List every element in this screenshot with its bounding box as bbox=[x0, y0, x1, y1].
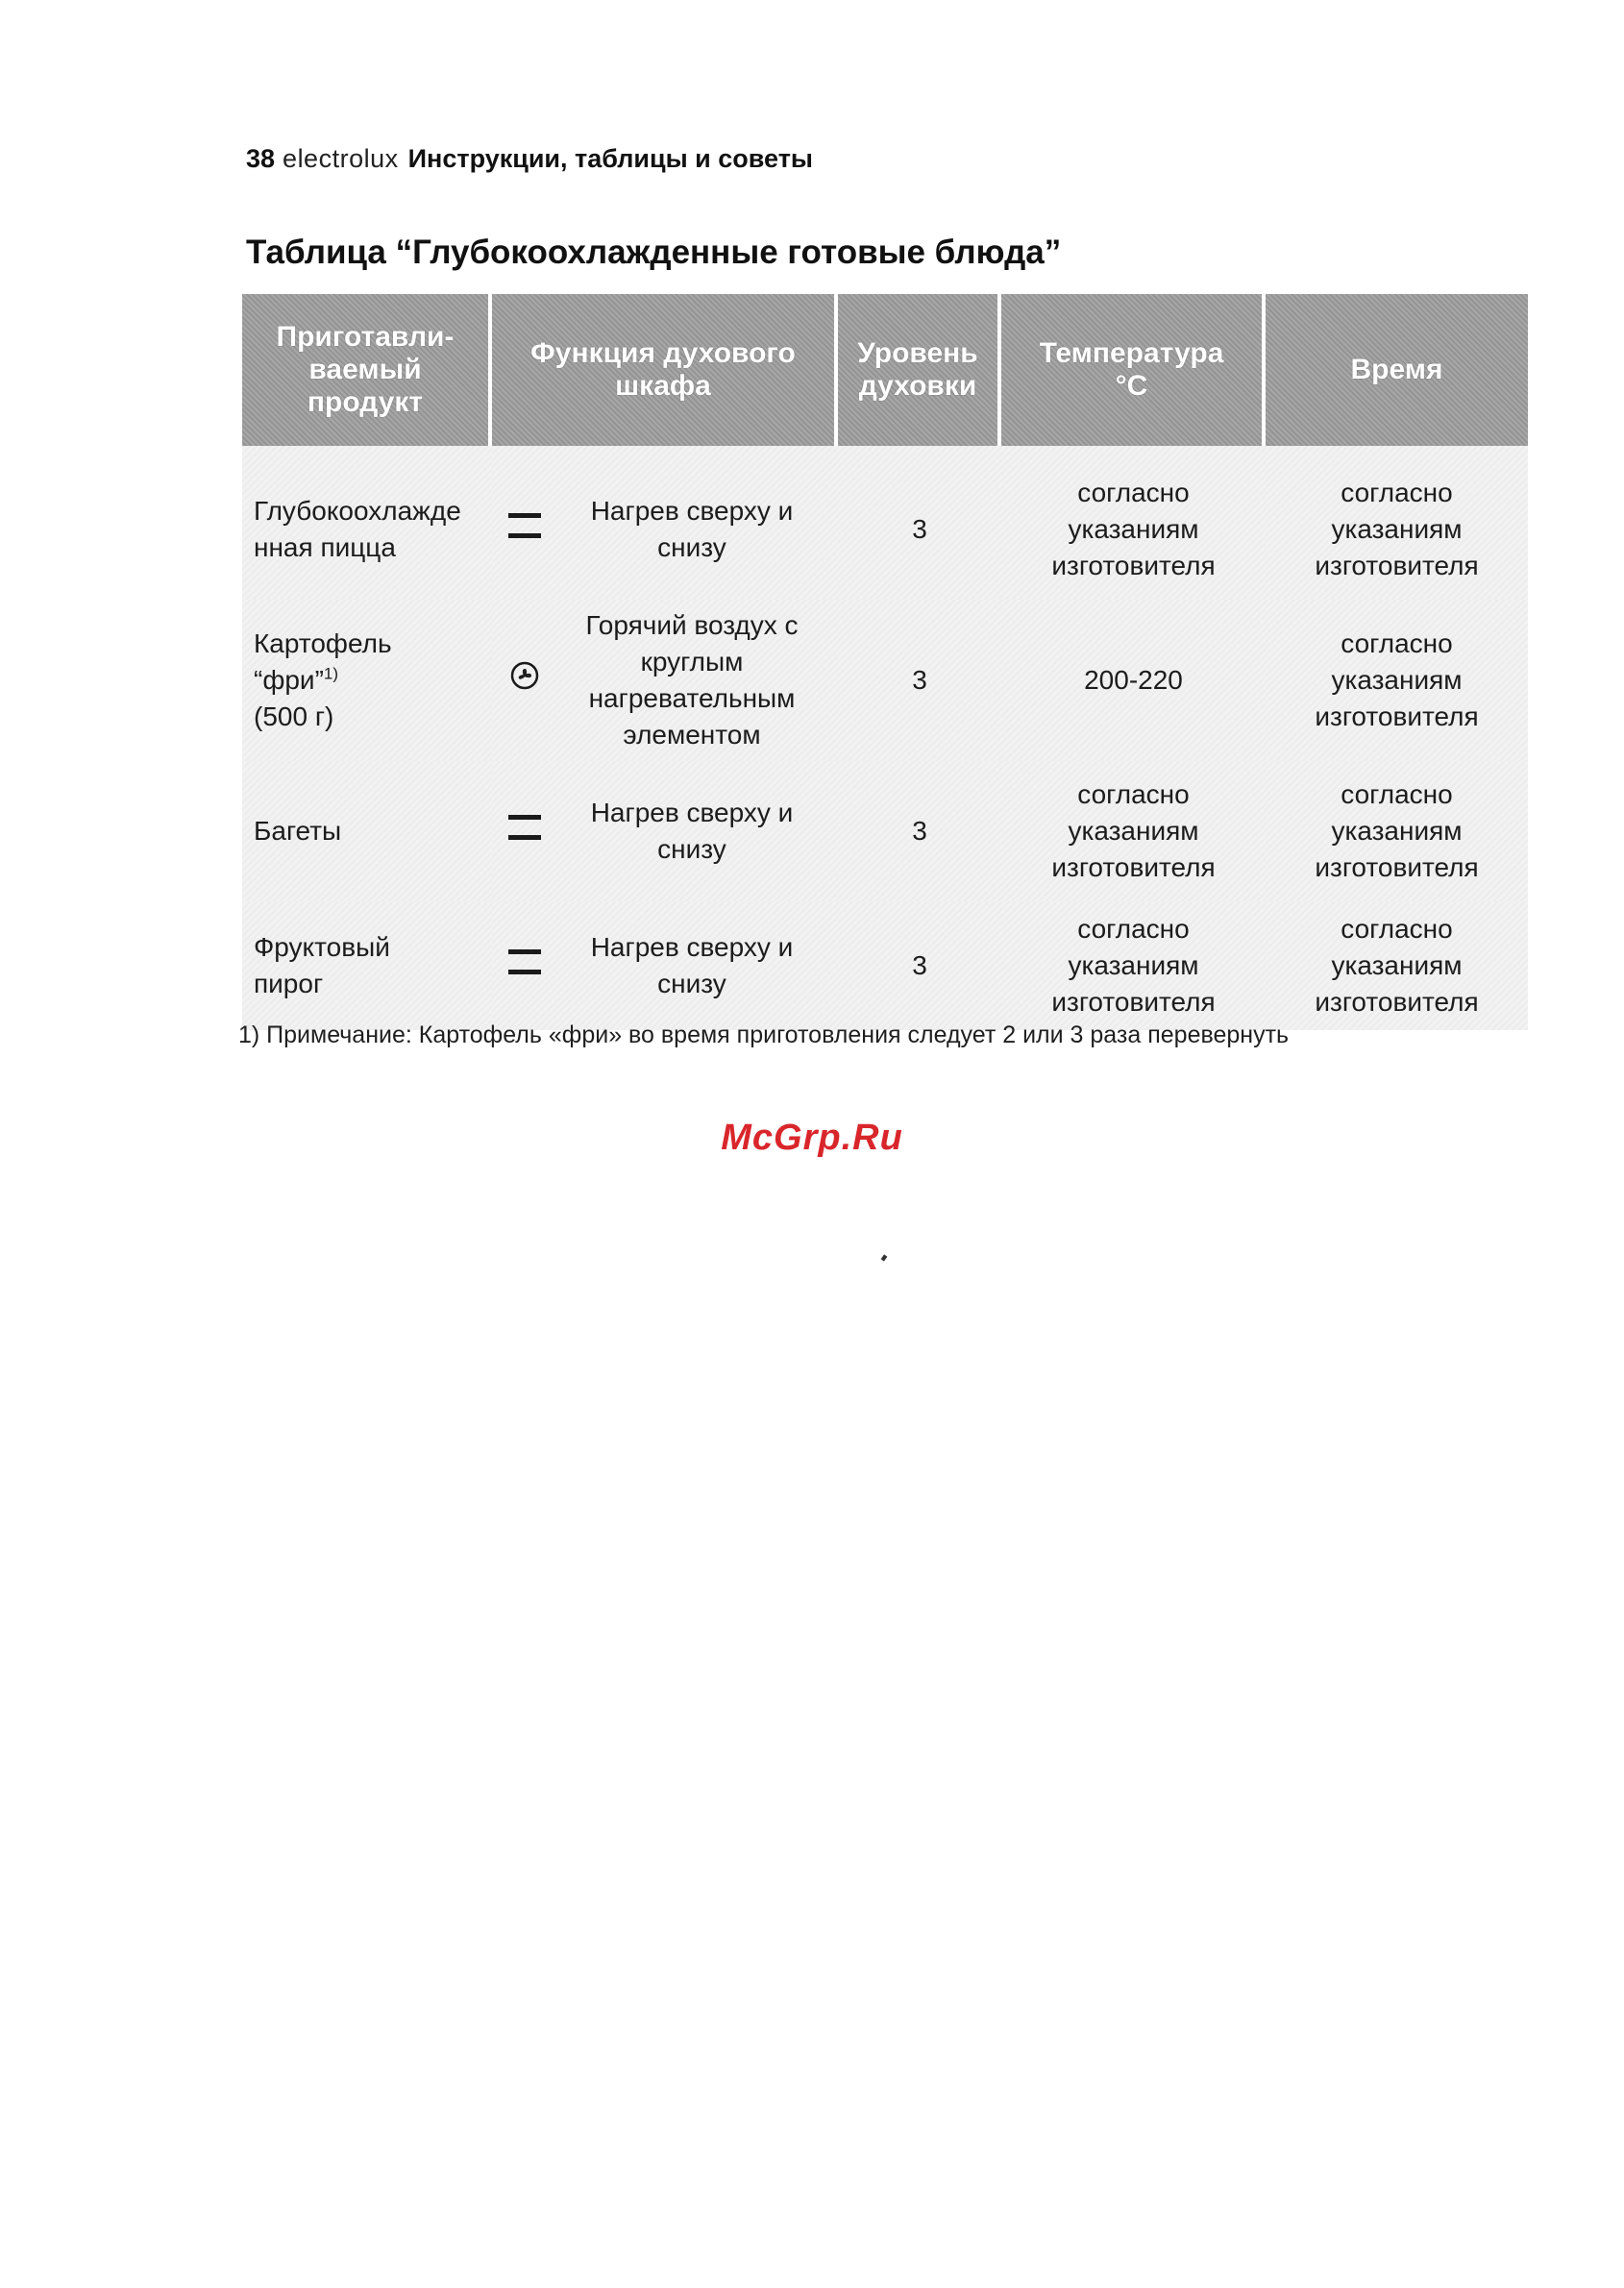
product-cell: Глубокоохлажде нная пицца bbox=[242, 446, 492, 600]
function-label: Нагрев сверху и снизу bbox=[590, 798, 794, 864]
table-title: Таблица “Глубокоохлажденные готовые блюда” bbox=[246, 234, 1062, 271]
brand-name: electrolux bbox=[283, 144, 399, 173]
temperature-cell: согласно указаниям изготовителя bbox=[1001, 446, 1266, 600]
fan-ring-heat-icon bbox=[509, 660, 540, 691]
column-header-temperature: Температура °C bbox=[1001, 294, 1266, 446]
page-number: 38 bbox=[246, 144, 276, 173]
table-header-row bbox=[242, 294, 1528, 446]
table-row bbox=[242, 600, 1528, 761]
function-label: Нагрев сверху и снизу bbox=[590, 932, 794, 998]
function-cell bbox=[492, 761, 838, 901]
footnote-marker: 1) bbox=[323, 664, 339, 683]
table-row bbox=[242, 761, 1528, 901]
function-label: Нагрев сверху и снизу bbox=[590, 496, 794, 562]
column-header-product: Приготавли- ваемый продукт bbox=[242, 294, 492, 446]
frozen-meals-table bbox=[242, 294, 1528, 1030]
table-footnote: 1) Примечание: Картофель «фри» во время приготовления следует 2 или 3 раза перевернуть bbox=[238, 1021, 1290, 1048]
level-cell: 3 bbox=[838, 761, 1001, 901]
level-cell: 3 bbox=[838, 446, 1001, 600]
top-bottom-heat-icon bbox=[508, 513, 541, 538]
function-cell bbox=[492, 901, 838, 1030]
time-cell: согласно указаниям изготовителя bbox=[1266, 600, 1528, 761]
function-label: Горячий воздух с круглым нагревательным элементом bbox=[585, 610, 799, 750]
section-title: Инструкции, таблицы и советы bbox=[407, 144, 813, 173]
time-cell: согласно указаниям изготовителя bbox=[1266, 761, 1528, 901]
table-row bbox=[242, 446, 1528, 600]
time-cell: согласно указаниям изготовителя bbox=[1266, 446, 1528, 600]
column-header-time: Время bbox=[1266, 294, 1528, 446]
watermark: McGrp.Ru bbox=[721, 1118, 903, 1158]
temperature-cell: 200-220 bbox=[1001, 600, 1266, 761]
table-row bbox=[242, 901, 1528, 1030]
function-cell bbox=[492, 446, 838, 600]
time-cell: согласно указаниям изготовителя bbox=[1266, 901, 1528, 1030]
temperature-cell: согласно указаниям изготовителя bbox=[1001, 901, 1266, 1030]
temperature-cell: согласно указаниям изготовителя bbox=[1001, 761, 1266, 901]
function-cell bbox=[492, 600, 838, 761]
product-name: Картофель “фри” bbox=[254, 628, 392, 695]
column-header-level: Уровень духовки bbox=[838, 294, 1001, 446]
product-cell: Багеты bbox=[242, 761, 492, 901]
product-quantity: (500 г) bbox=[254, 701, 334, 731]
top-bottom-heat-icon bbox=[508, 815, 541, 840]
scan-speck bbox=[881, 1254, 888, 1261]
page-header bbox=[246, 144, 813, 174]
column-header-function: Функция духового шкафа bbox=[492, 294, 838, 446]
level-cell: 3 bbox=[838, 901, 1001, 1030]
top-bottom-heat-icon bbox=[508, 949, 541, 974]
product-cell bbox=[242, 600, 492, 761]
level-cell: 3 bbox=[838, 600, 1001, 761]
product-cell: Фруктовый пирог bbox=[242, 901, 492, 1030]
